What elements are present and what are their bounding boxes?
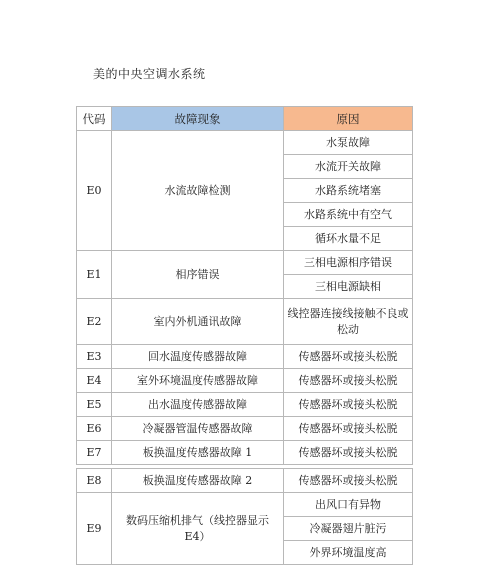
fault-cause: 传感器坏或接头松脱 [284, 417, 413, 441]
fault-cause: 传感器坏或接头松脱 [284, 345, 413, 369]
header-symptom: 故障现象 [112, 107, 284, 131]
fault-cause: 线控器连接线接触不良或松动 [284, 299, 413, 345]
fault-cause: 循环水量不足 [284, 227, 413, 251]
fault-code: E6 [77, 417, 112, 441]
table-row [77, 469, 413, 493]
table-row [77, 345, 413, 369]
fault-code: E7 [77, 441, 112, 465]
fault-cause: 冷凝器翅片脏污 [284, 517, 413, 541]
fault-code: E0 [77, 131, 112, 251]
header-code: 代码 [77, 107, 112, 131]
fault-cause: 水泵故障 [284, 131, 413, 155]
table-row [77, 441, 413, 465]
fault-symptom: 回水温度传感器故障 [112, 345, 284, 369]
table-row [77, 493, 413, 517]
fault-cause: 传感器坏或接头松脱 [284, 393, 413, 417]
fault-cause: 三相电源缺相 [284, 275, 413, 299]
fault-symptom: 板换温度传感器故障 2 [112, 469, 284, 493]
fault-cause: 传感器坏或接头松脱 [284, 369, 413, 393]
fault-symptom: 室外环境温度传感器故障 [112, 369, 284, 393]
fault-cause: 传感器坏或接头松脱 [284, 469, 413, 493]
fault-code: E8 [77, 469, 112, 493]
fault-symptom: 冷凝器管温传感器故障 [112, 417, 284, 441]
header-cause: 原因 [284, 107, 413, 131]
document-title: 美的中央空调水系统 [93, 67, 206, 81]
fault-cause: 传感器坏或接头松脱 [284, 441, 413, 465]
fault-code: E5 [77, 393, 112, 417]
fault-symptom: 相序错误 [112, 251, 284, 299]
fault-symptom: 出水温度传感器故障 [112, 393, 284, 417]
table-row [77, 369, 413, 393]
fault-cause: 水流开关故障 [284, 155, 413, 179]
fault-cause: 出风口有异物 [284, 493, 413, 517]
fault-code: E1 [77, 251, 112, 299]
fault-cause: 水路系统中有空气 [284, 203, 413, 227]
fault-cause: 外界环境温度高 [284, 541, 413, 565]
table-row [77, 417, 413, 441]
fault-code: E9 [77, 493, 112, 565]
fault-cause: 水路系统堵塞 [284, 179, 413, 203]
table-row [77, 299, 413, 345]
fault-code: E3 [77, 345, 112, 369]
fault-symptom: 室内外机通讯故障 [112, 299, 284, 345]
fault-cause: 三相电源相序错误 [284, 251, 413, 275]
fault-symptom: 数码压缩机排气（线控器显示 E4） [112, 493, 284, 565]
table-row [77, 393, 413, 417]
table-row [77, 251, 413, 275]
fault-code: E2 [77, 299, 112, 345]
fault-symptom: 板换温度传感器故障 1 [112, 441, 284, 465]
fault-code: E4 [77, 369, 112, 393]
table-row [77, 131, 413, 155]
fault-code-table [76, 106, 413, 565]
fault-symptom: 水流故障检测 [112, 131, 284, 251]
table-header-row [77, 107, 413, 131]
